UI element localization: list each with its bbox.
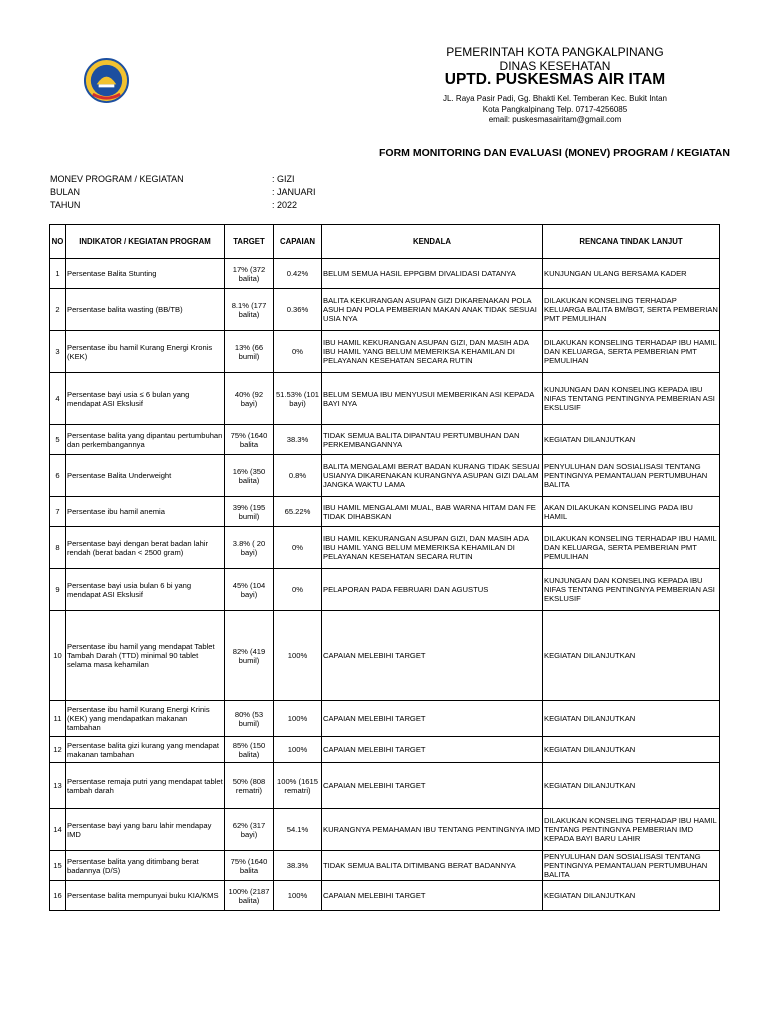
cell-target: 80% (53 bumil) — [225, 701, 274, 737]
cell-kendala: CAPAIAN MELEBIHI TARGET — [322, 763, 543, 809]
cell-no: 10 — [50, 611, 66, 701]
col-header-indikator: INDIKATOR / KEGIATAN PROGRAM — [66, 225, 225, 259]
cell-rtl: KEGIATAN DILANJUTKAN — [543, 701, 720, 737]
cell-rtl: DILAKUKAN KONSELING TERHADAP IBU HAMIL DAN KELUARGA, SERTA PEMBERIAN PMT PEMULIHAN — [543, 527, 720, 569]
cell-capaian: 38.3% — [274, 425, 322, 455]
table-row — [50, 527, 720, 569]
cell-indikator: Persentase ibu hamil Kurang Energi Kronis (KEK) — [66, 331, 225, 373]
cell-rtl: DILAKUKAN KONSELING TERHADAP IBU HAMIL DAN KELUARGA, SERTA PEMBERIAN PMT PEMULIHAN — [543, 331, 720, 373]
cell-kendala: CAPAIAN MELEBIHI TARGET — [322, 611, 543, 701]
table-row — [50, 737, 720, 763]
cell-target: 82% (419 bumil) — [225, 611, 274, 701]
cell-target: 100% (2187 balita) — [225, 881, 274, 911]
cell-capaian: 65.22% — [274, 497, 322, 527]
cell-no: 4 — [50, 373, 66, 425]
cell-no: 1 — [50, 259, 66, 289]
cell-indikator: Persentase ibu hamil anemia — [66, 497, 225, 527]
cell-rtl: AKAN DILAKUKAN KONSELING PADA IBU HAMIL — [543, 497, 720, 527]
col-header-rtl: RENCANA TINDAK LANJUT — [543, 225, 720, 259]
cell-no: 3 — [50, 331, 66, 373]
cell-target: 40% (92 bayi) — [225, 373, 274, 425]
cell-no: 16 — [50, 881, 66, 911]
table-row — [50, 373, 720, 425]
meta-label-program: MONEV PROGRAM / KEGIATAN — [50, 174, 184, 184]
header-institution: UPTD. PUSKESMAS AIR ITAM — [444, 71, 666, 88]
header-email: email: puskesmasairitam@gmail.com — [488, 115, 622, 124]
cell-kendala: PELAPORAN PADA FEBRUARI DAN AGUSTUS — [322, 569, 543, 611]
cell-indikator: Persentase ibu hamil yang mendapat Tablet Tambah Darah (TTD) minimal 90 tablet selama masa kehamilan — [66, 611, 225, 701]
cell-target: 85% (150 balita) — [225, 737, 274, 763]
cell-rtl: KEGIATAN DILANJUTKAN — [543, 611, 720, 701]
cell-kendala: KURANGNYA PEMAHAMAN IBU TENTANG PENTINGNYA IMD — [322, 809, 543, 851]
cell-no: 6 — [50, 455, 66, 497]
header-government: PEMERINTAH KOTA PANGKALPINANG — [446, 45, 664, 59]
cell-indikator: Persentase bayi usia ≤ 6 bulan yang mendapat ASI Ekslusif — [66, 373, 225, 425]
cell-target: 16% (350 balita) — [225, 455, 274, 497]
cell-kendala: BALITA MENGALAMI BERAT BADAN KURANG TIDAK SESUAI USIANYA DIKARENAKAN KURANGNYA ASUPAN GIZI DALAM JANGKA WAKTU LAMA — [322, 455, 543, 497]
table-row — [50, 701, 720, 737]
cell-capaian: 0% — [274, 527, 322, 569]
header-city-phone: Kota Pangkalpinang Telp. 0717-4256085 — [482, 105, 628, 114]
cell-target: 8.1% (177 balita) — [225, 289, 274, 331]
cell-no: 12 — [50, 737, 66, 763]
meta-label-month: BULAN — [50, 187, 81, 197]
puskesmas-logo — [83, 57, 130, 104]
cell-rtl: KEGIATAN DILANJUTKAN — [543, 881, 720, 911]
table-row — [50, 425, 720, 455]
cell-target: 62% (317 bayi) — [225, 809, 274, 851]
cell-capaian: 51.53% (101 bayi) — [274, 373, 322, 425]
cell-indikator: Persentase balita yang dipantau pertumbuhan dan perkembangannya — [66, 425, 225, 455]
cell-indikator: Persentase balita yang ditimbang berat badannya (D/S) — [66, 851, 225, 881]
cell-target: 75% (1640 balita — [225, 425, 274, 455]
cell-capaian: 100% (1615 rematri) — [274, 763, 322, 809]
cell-kendala: CAPAIAN MELEBIHI TARGET — [322, 701, 543, 737]
form-title: FORM MONITORING DAN EVALUASI (MONEV) PROGRAM / KEGIATAN — [379, 147, 730, 159]
header-address: JL. Raya Pasir Padi, Gg. Bhakti Kel. Temberan Kec. Bukit Intan — [443, 94, 667, 103]
cell-rtl: KEGIATAN DILANJUTKAN — [543, 763, 720, 809]
table-row — [50, 611, 720, 701]
cell-no: 11 — [50, 701, 66, 737]
cell-indikator: Persentase bayi dengan berat badan lahir rendah (berat badan < 2500 gram) — [66, 527, 225, 569]
col-header-target: TARGET — [225, 225, 274, 259]
table-header-row — [50, 225, 720, 259]
table-row — [50, 809, 720, 851]
cell-target: 75% (1640 balita — [225, 851, 274, 881]
col-header-no: NO — [50, 225, 66, 259]
cell-rtl: DILAKUKAN KONSELING TERHADAP KELUARGA BALITA BM/BGT, SERTA PEMBERIAN PMT PEMULIHAN — [543, 289, 720, 331]
cell-indikator: Persentase remaja putri yang mendapat tablet tambah darah — [66, 763, 225, 809]
cell-indikator: Persentase balita wasting (BB/TB) — [66, 289, 225, 331]
cell-kendala: BELUM SEMUA HASIL EPPGBM DIVALIDASI DATANYA — [322, 259, 543, 289]
cell-capaian: 54.1% — [274, 809, 322, 851]
col-header-kendala: KENDALA — [322, 225, 543, 259]
cell-indikator: Persentase bayi yang baru lahir mendapay IMD — [66, 809, 225, 851]
cell-capaian: 100% — [274, 701, 322, 737]
cell-rtl: KUNJUNGAN DAN KONSELING KEPADA IBU NIFAS TENTANG PENTINGNYA PEMBERIAN ASI EKSLUSIF — [543, 569, 720, 611]
cell-rtl: PENYULUHAN DAN SOSIALISASI TENTANG PENTINGNYA PEMANTAUAN PERTUMBUHAN BALITA — [543, 851, 720, 881]
cell-indikator: Persentase Balita Stunting — [66, 259, 225, 289]
cell-capaian: 38.3% — [274, 851, 322, 881]
cell-no: 7 — [50, 497, 66, 527]
cell-no: 9 — [50, 569, 66, 611]
table-row — [50, 331, 720, 373]
cell-capaian: 100% — [274, 611, 322, 701]
cell-rtl: DILAKUKAN KONSELING TERHADAP IBU HAMIL TENTANG PENTINGNYA PEMBERIAN IMD KEPADA BAYI BARU LAHIR — [543, 809, 720, 851]
cell-kendala: CAPAIAN MELEBIHI TARGET — [322, 737, 543, 763]
cell-rtl: PENYULUHAN DAN SOSIALISASI TENTANG PENTINGNYA PEMANTAUAN PERTUMBUHAN BALITA — [543, 455, 720, 497]
cell-kendala: IBU HAMIL MENGALAMI MUAL, BAB WARNA HITAM DAN FE TIDAK DIHABSKAN — [322, 497, 543, 527]
cell-indikator: Persentase balita mempunyai buku KIA/KMS — [66, 881, 225, 911]
meta-value-program: : GIZI — [272, 174, 295, 184]
cell-target: 45% (104 bayi) — [225, 569, 274, 611]
table-row — [50, 851, 720, 881]
cell-target: 3.8% ( 20 bayi) — [225, 527, 274, 569]
cell-capaian: 0.8% — [274, 455, 322, 497]
col-header-capaian: CAPAIAN — [274, 225, 322, 259]
cell-no: 13 — [50, 763, 66, 809]
cell-target: 17% (372 balita) — [225, 259, 274, 289]
meta-value-month: : JANUARI — [272, 187, 316, 197]
cell-target: 50% (808 rematri) — [225, 763, 274, 809]
cell-target: 39% (195 bumil) — [225, 497, 274, 527]
table-row — [50, 289, 720, 331]
cell-kendala: TIDAK SEMUA BALITA DIPANTAU PERTUMBUHAN DAN PERKEMBANGANNYA — [322, 425, 543, 455]
cell-capaian: 100% — [274, 737, 322, 763]
cell-no: 15 — [50, 851, 66, 881]
cell-no: 8 — [50, 527, 66, 569]
cell-capaian: 100% — [274, 881, 322, 911]
header-department: DINAS KESEHATAN — [499, 59, 611, 73]
meta-label-year: TAHUN — [50, 200, 81, 210]
table-row — [50, 259, 720, 289]
monev-table — [49, 224, 720, 911]
table-row — [50, 569, 720, 611]
cell-no: 2 — [50, 289, 66, 331]
cell-kendala: TIDAK SEMUA BALITA DITIMBANG BERAT BADANNYA — [322, 851, 543, 881]
cell-indikator: Persentase bayi usia bulan 6 bi yang mendapat ASI Ekslusif — [66, 569, 225, 611]
cell-indikator: Persentase ibu hamil Kurang Energi Krinis (KEK) yang mendapatkan makanan tambahan — [66, 701, 225, 737]
cell-kendala: BELUM SEMUA IBU MENYUSUI MEMBERIKAN ASI KEPADA BAYI NYA — [322, 373, 543, 425]
cell-indikator: Persentase Balita Underweight — [66, 455, 225, 497]
cell-rtl: KUNJUNGAN ULANG BERSAMA KADER — [543, 259, 720, 289]
cell-kendala: IBU HAMIL KEKURANGAN ASUPAN GIZI, DAN MASIH ADA IBU HAMIL YANG BELUM MEMERIKSA KEHAMILAN DI PELAYANAN KESEHATAN SECARA RUTIN — [322, 527, 543, 569]
cell-no: 5 — [50, 425, 66, 455]
cell-capaian: 0% — [274, 569, 322, 611]
cell-no: 14 — [50, 809, 66, 851]
table-row — [50, 881, 720, 911]
cell-kendala: IBU HAMIL KEKURANGAN ASUPAN GIZI, DAN MASIH ADA IBU HAMIL YANG BELUM MEMERIKSA KEHAMILAN DI PELAYANAN KESEHATAN SECARA RUTIN — [322, 331, 543, 373]
cell-capaian: 0.42% — [274, 259, 322, 289]
table-row — [50, 497, 720, 527]
meta-value-year: : 2022 — [272, 200, 298, 210]
cell-rtl: KEGIATAN DILANJUTKAN — [543, 425, 720, 455]
table-row — [50, 455, 720, 497]
cell-indikator: Persentase balita gizi kurang yang mendapat makanan tambahan — [66, 737, 225, 763]
cell-kendala: CAPAIAN MELEBIHI TARGET — [322, 881, 543, 911]
cell-kendala: BALITA KEKURANGAN ASUPAN GIZI DIKARENAKAN POLA ASUH DAN POLA PEMBERIAN MAKAN ANAK TIDAK SESUAI USIA NYA — [322, 289, 543, 331]
table-row — [50, 763, 720, 809]
cell-rtl: KEGIATAN DILANJUTKAN — [543, 737, 720, 763]
cell-rtl: KUNJUNGAN DAN KONSELING KEPADA IBU NIFAS TENTANG PENTINGNYA PEMBERIAN ASI EKSLUSIF — [543, 373, 720, 425]
cell-capaian: 0.36% — [274, 289, 322, 331]
cell-target: 13% (66 bumil) — [225, 331, 274, 373]
cell-capaian: 0% — [274, 331, 322, 373]
